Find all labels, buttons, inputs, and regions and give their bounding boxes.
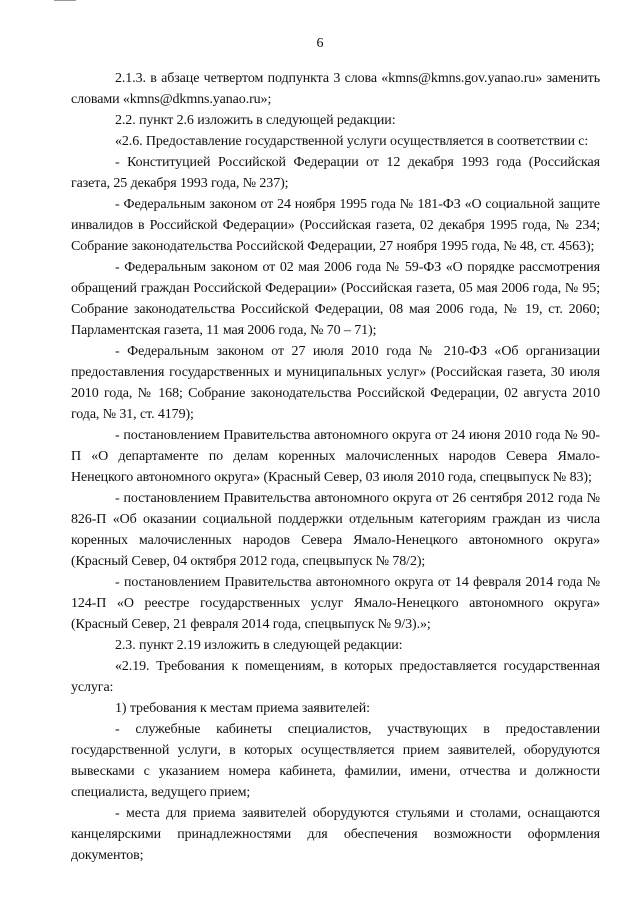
page-number: 6: [316, 36, 324, 51]
paragraph-2-3: 2.3. пункт 2.19 изложить в следующей редакции:: [115, 638, 403, 653]
paragraph-2-19-intro: «2.19. Требования к помещениям, в которых предоставляется государственная услуга:: [71, 659, 600, 695]
list-item-reception-places: - места для приема заявителей оборудуются стульями и столами, оснащаются канцелярскими принадлежностями для обеспечения возможности оформления документов;: [71, 806, 600, 863]
list-item-decree-826: - постановлением Правительства автономного округа от 26 сентября 2012 года № 826-П «Об оказании социальной поддержки отдельным категориям граждан из числа коренных малочисленных народов Севера Ямало-Ненецкого автономного округа» (Красный Север, 04 октября 2012 года, спецвыпуск № 78/2);: [71, 491, 600, 569]
paragraph-2-1-3: 2.1.3. в абзаце четвертом подпункта 3 слова «kmns@kmns.gov.yanao.ru» заменить словами «kmns@dkmns.yanao.ru»;: [71, 71, 600, 107]
list-item-offices: - служебные кабинеты специалистов, участвующих в предоставлении государственной услуги, в которых осуществляется прием заявителей, оборудуются вывесками с указанием номера кабинета, фамилии, имени, отчества и должности специалиста, ведущего прием;: [71, 722, 600, 800]
list-item-law-210: - Федеральным законом от 27 июля 2010 года № 210-ФЗ «Об организации предоставления государственных и муниципальных услуг» (Российская газета, 30 июля 2010 года, № 168; Собрание законодательства Российской Федерации, 02 августа 2010 года, № 31, ст. 4179);: [71, 344, 600, 422]
list-item-decree-124: - постановлением Правительства автономного округа от 14 февраля 2014 года № 124-П «О реестре государственных услуг Ямало-Ненецкого автономного округа» (Красный Север, 21 февраля 2014 года, спецвыпуск № 9/3).»;: [71, 575, 600, 632]
list-item-decree-90: - постановлением Правительства автономного округа от 24 июня 2010 года № 90-П «О департаменте по делам коренных малочисленных народов Севера Ямало-Ненецкого автономного округа» (Красный Север, 03 июля 2010 года, спецвыпуск № 83);: [71, 428, 600, 485]
scan-edge-mark: [54, 0, 76, 1]
paragraph-requirements-1: 1) требования к местам приема заявителей:: [115, 701, 370, 716]
paragraph-2-6-intro: «2.6. Предоставление государственной услуги осуществляется в соответствии с:: [115, 134, 589, 149]
list-item-constitution: - Конституцией Российской Федерации от 12 декабря 1993 года (Российская газета, 25 декабря 1993 года, № 237);: [71, 155, 600, 191]
document-body: [71, 68, 600, 866]
paragraph-2-2: 2.2. пункт 2.6 изложить в следующей редакции:: [115, 113, 396, 128]
list-item-law-59: - Федеральным законом от 02 мая 2006 года № 59-ФЗ «О порядке рассмотрения обращений граждан Российской Федерации» (Российская газета, 05 мая 2006 года, № 95; Собрание законодательства Российской Федерации, 08 мая 2006 года, № 19, ст. 2060; Парламентская газета, 11 мая 2006 года, № 70 – 71);: [71, 260, 600, 338]
list-item-law-181: - Федеральным законом от 24 ноября 1995 года № 181-ФЗ «О социальной защите инвалидов в Российской Федерации» (Российская газета, 02 декабря 1995 года, № 234; Собрание законодательства Российской Федерации, 27 ноября 1995 года, № 48, ст. 4563);: [71, 197, 600, 254]
